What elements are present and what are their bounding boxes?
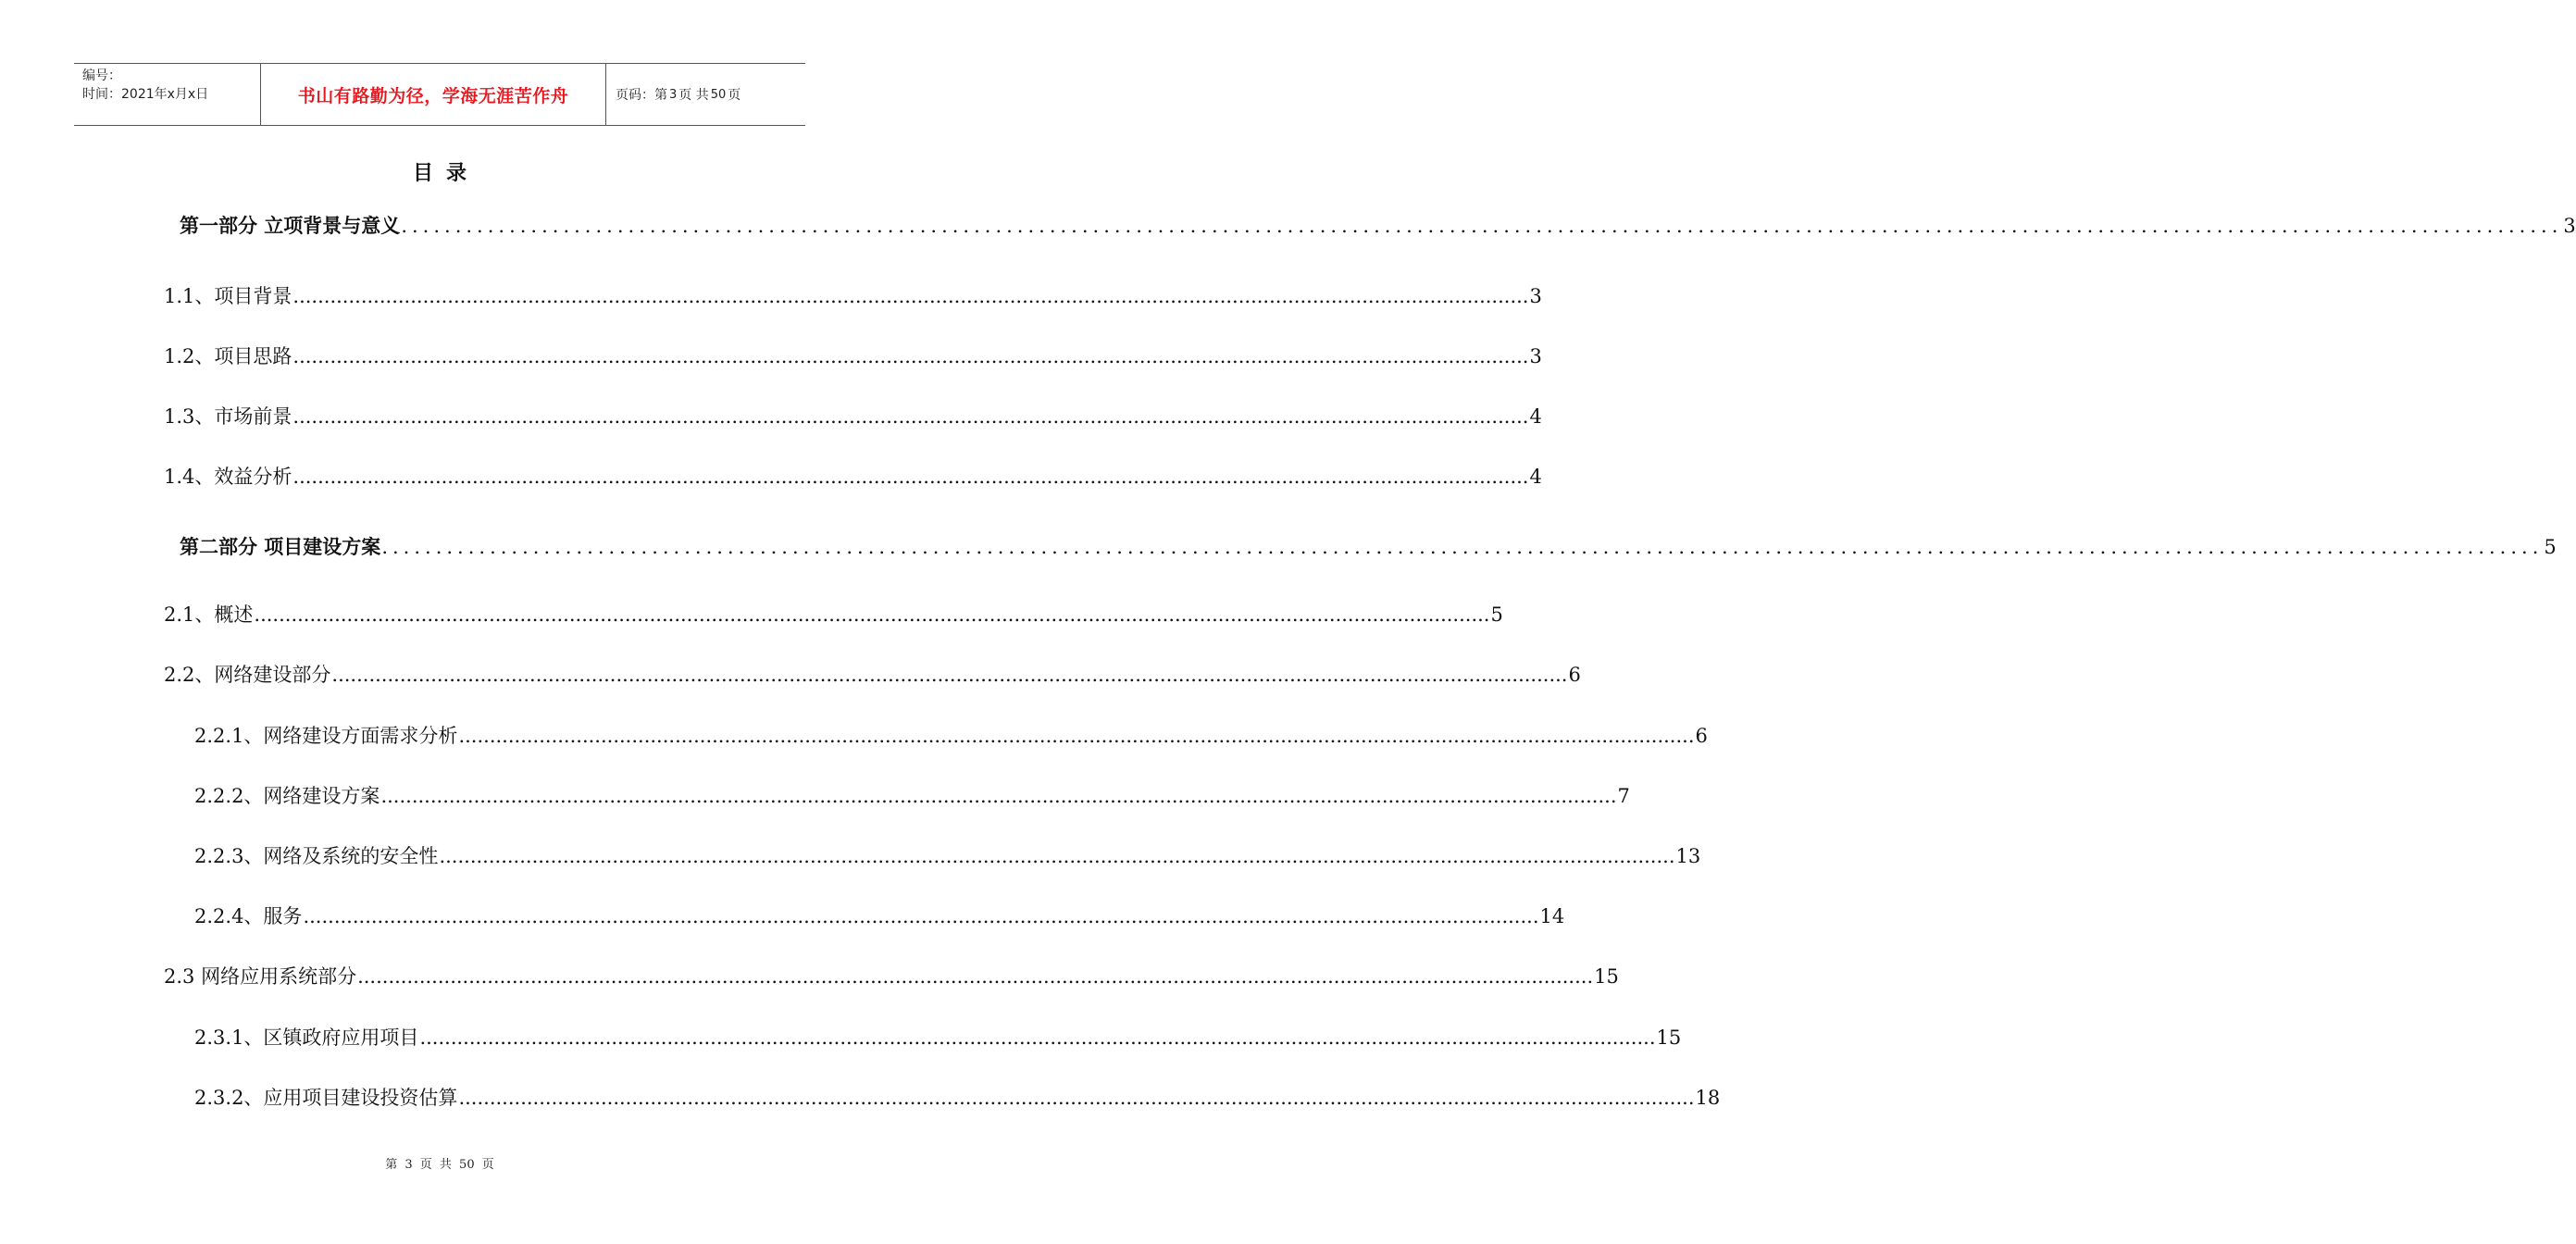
page-header <box>74 63 805 126</box>
toc-entry[interactable] <box>164 660 1581 688</box>
toc-leader-dots: ........................................................................................................................................................................................................ <box>292 345 1529 367</box>
toc-entry[interactable] <box>180 211 2576 239</box>
toc-entry[interactable] <box>194 1023 1682 1051</box>
page-mid: 页 共 <box>678 88 709 103</box>
serial-label: 编号： <box>82 68 121 83</box>
toc-entry[interactable] <box>164 600 1503 628</box>
page-total: 50 <box>710 87 727 102</box>
toc-entry-label: 1.3、市场前景 <box>164 405 292 428</box>
toc-leader-dots: ........................................................................................................................................................................................................ <box>331 664 1568 686</box>
toc-entry-page: 6 <box>1568 664 1581 686</box>
toc-entry-label: 2.2.3、网络及系统的安全性 <box>194 845 439 867</box>
toc-leader-dots: ........................................................................................................................................................................................................ <box>458 725 1695 747</box>
toc-title: 目录 <box>412 162 479 185</box>
toc-leader-dots: ........................................................................................................................................................................................................ <box>357 965 1594 988</box>
toc-entry[interactable] <box>194 841 1701 869</box>
toc-leader-dots: ........................................................................................................................................................................................................ <box>303 905 1539 927</box>
toc-entry-label: 2.3.2、应用项目建设投资估算 <box>194 1087 458 1109</box>
toc-leader-dots: ........................................................................................................................................................................................................ <box>254 603 1490 626</box>
toc-entry-label: 1.1、项目背景 <box>164 285 292 307</box>
page-current: 3 <box>669 87 678 102</box>
toc-entry-page: 15 <box>1656 1026 1682 1049</box>
toc-entry[interactable] <box>180 532 2557 560</box>
toc-entry[interactable] <box>164 342 1542 369</box>
toc-entry-label: 2.2.1、网络建设方面需求分析 <box>194 725 458 747</box>
toc-entry-label: 2.1、概述 <box>164 603 254 626</box>
toc-leader-dots: ........................................................................................................................................................................................................ <box>292 285 1529 307</box>
toc-leader-dots: ........................................................................................................................................................................................................ <box>439 845 1675 867</box>
toc-entry-page: 5 <box>2544 536 2557 558</box>
toc-entry[interactable] <box>194 721 1708 749</box>
toc-entry[interactable] <box>164 402 1542 429</box>
toc-entry-label: 2.2、网络建设部分 <box>164 664 331 686</box>
toc-entry-label: 2.2.2、网络建设方案 <box>194 785 380 807</box>
toc-entry[interactable] <box>164 462 1542 490</box>
toc-entry-page: 6 <box>1695 725 1708 747</box>
toc-leader-dots: ........................................................................................................................................................................................................ <box>458 1087 1695 1109</box>
toc-leader-dots: ........................................................................................................................................................................................................ <box>401 215 2563 237</box>
toc-entry[interactable] <box>164 962 1619 989</box>
toc-entry[interactable] <box>194 1083 1721 1111</box>
toc-entry-page: 4 <box>1529 405 1542 428</box>
toc-entry-label: 2.3.1、区镇政府应用项目 <box>194 1026 419 1049</box>
toc-entry-page: 7 <box>1617 785 1630 807</box>
toc-entry-label: 1.4、效益分析 <box>164 466 292 488</box>
toc-entry-label: 第一部分 立项背景与意义 <box>180 215 401 237</box>
toc-entry-page: 4 <box>1529 466 1542 488</box>
toc-entry[interactable] <box>194 902 1565 929</box>
toc-entry-page: 15 <box>1594 965 1619 988</box>
toc-leader-dots: ........................................................................................................................................................................................................ <box>419 1026 1656 1049</box>
page-footer: 第 3 页 共 50 页 <box>385 1158 494 1172</box>
toc-leader-dots: ........................................................................................................................................................................................................ <box>292 466 1529 488</box>
toc-entry-page: 13 <box>1675 845 1701 867</box>
toc-entry-page: 3 <box>1529 285 1542 307</box>
header-motto: 书山有路勤为径，学海无涯苦作舟 <box>261 64 606 125</box>
toc-entry-page: 18 <box>1695 1087 1721 1109</box>
toc-leader-dots: ........................................................................................................................................................................................................ <box>380 785 1617 807</box>
toc-entry-page: 14 <box>1539 905 1565 927</box>
page-suffix: 页 <box>728 88 741 103</box>
toc-entry-label: 2.3 网络应用系统部分 <box>164 965 357 988</box>
toc-entry-page: 3 <box>2563 215 2576 237</box>
toc-entry-label: 2.2.4、服务 <box>194 905 303 927</box>
toc-entry[interactable] <box>194 781 1630 809</box>
toc-entry[interactable] <box>164 281 1542 309</box>
time-label: 时间：2021年x月x日 <box>82 87 209 102</box>
header-page-info <box>606 64 805 125</box>
toc-leader-dots: ........................................................................................................................................................................................................ <box>292 405 1529 428</box>
toc-entry-label: 1.2、项目思路 <box>164 345 292 367</box>
toc-entry-page: 3 <box>1529 345 1542 367</box>
header-meta <box>74 64 261 125</box>
toc-leader-dots: ........................................................................................................................................................................................................ <box>381 536 2544 558</box>
toc-entry-page: 5 <box>1490 603 1503 626</box>
toc-entry-label: 第二部分 项目建设方案 <box>180 536 381 558</box>
page-prefix: 页码：第 <box>616 88 667 103</box>
